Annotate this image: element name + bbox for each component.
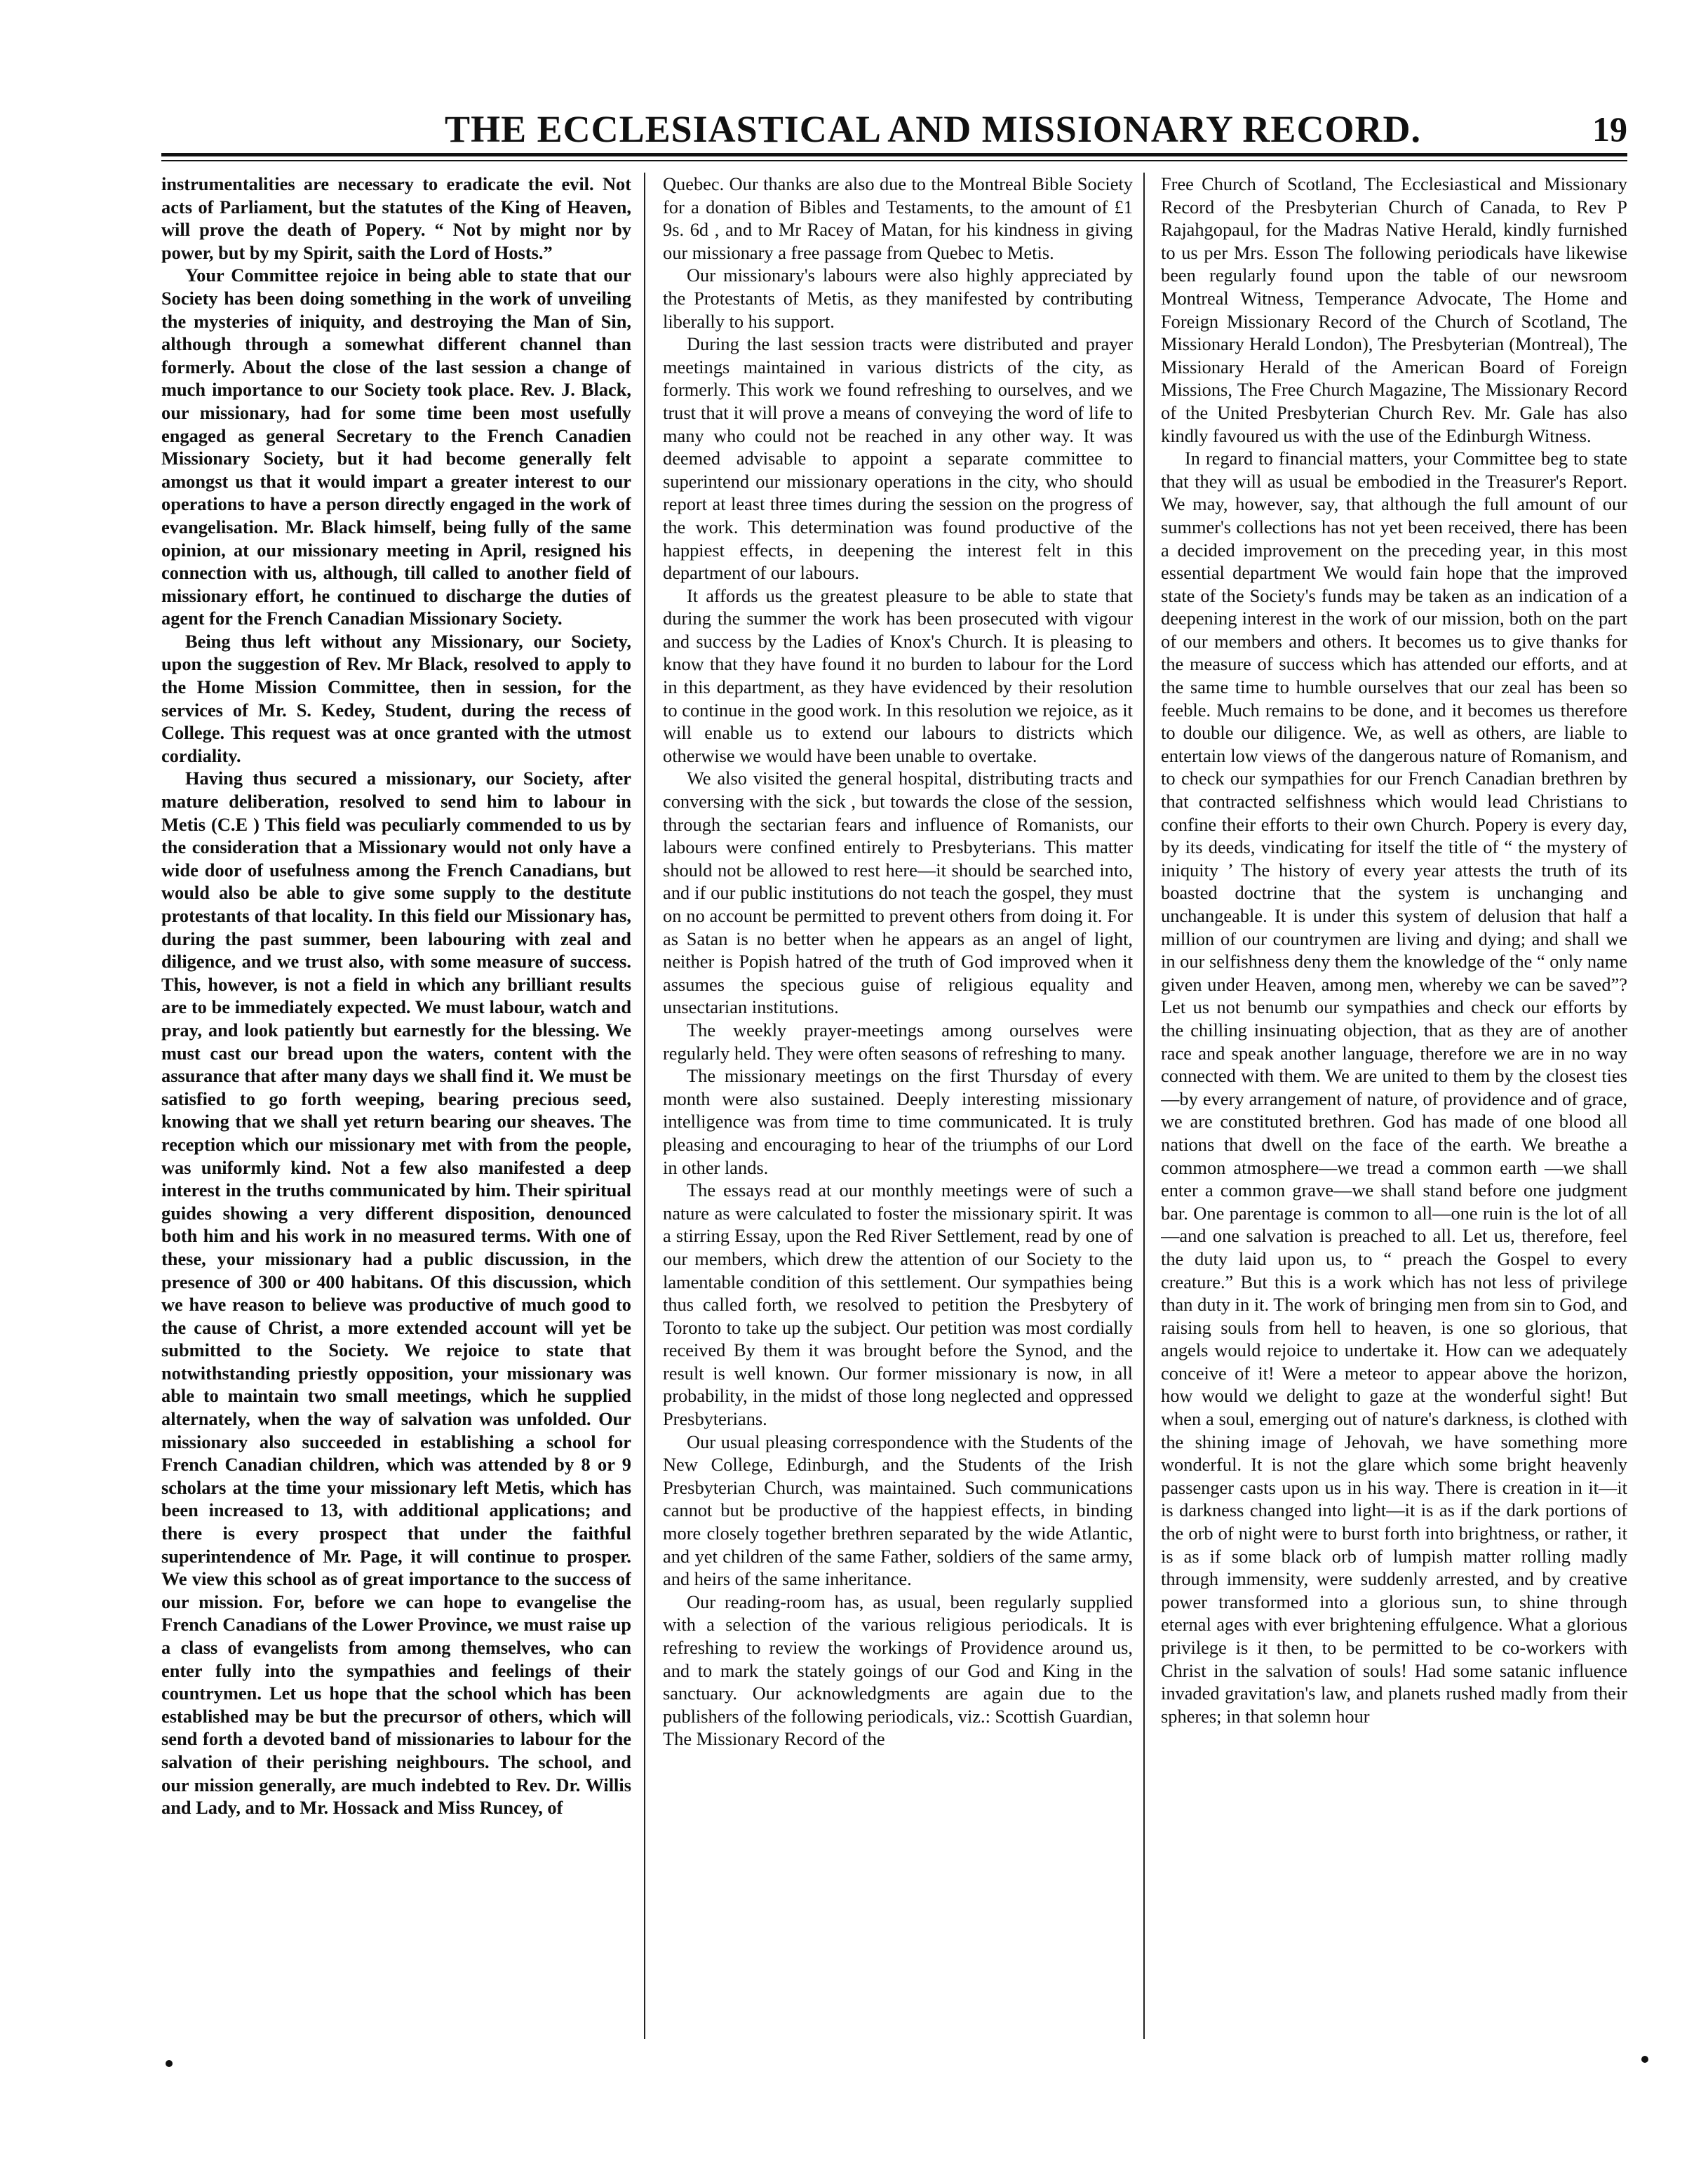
paragraph: Our usual pleasing correspondence with the Students of the New College, Edinburgh, and the Students of the Irish Presbyterian Church, was maintained. Such communications cannot but be productive of the happiest effects, in binding more closely together brethren separated by the wide Atlantic, and yet children of the same Father, soldiers of the same army, and heirs of the same inheritance. [663, 1431, 1133, 1590]
header-rule-thin [161, 160, 1627, 161]
paragraph: Having thus secured a missionary, our Society, after mature deliberation, resolved to send him to labour in Metis (C.E ) This field was peculiarly commended to us by the consideration that a Missionary would not only have a wide door of usefulness among the French Canadians, but would also be able to give some supply to the destitute protestants of that locality. In this field our Missionary has, during the past summer, been labouring with zeal and diligence, and we trust also, with some measure of success. This, however, is not a field in which any brilliant results are to be immediately expected. We must labour, watch and pray, and look patiently but earnestly for the blessing. We must cast our bread upon the waters, content with the assurance that after many days we shall find it. We must be satisfied to go forth weeping, bearing precious seed, knowing that we shall yet return bearing our sheaves. The reception which our missionary met with from the people, was uniformly kind. Not a few also manifested a deep interest in the truths communicated by him. Their spiritual guides showing a very different disposition, denounced both him and his work in no measured terms. With one of these, your missionary had a public discussion, in the presence of 300 or 400 habitans. Of this discussion, which we have reason to believe was productive of much good to the cause of Christ, a more extended account will yet be submitted to the Society. We rejoice to state that notwithstanding priestly opposition, your missionary was able to maintain two small meetings, which he supplied alternately, when the way of salvation was unfolded. Our missionary also succeeded in establishing a school for French Canadian children, which was attended by 8 or 9 scholars at the time your missionary left Metis, which has been increased to 13, with additional applications; and there is every prospect that under the faithful superintendence of Mr. Page, it will continue to prosper. We view this school as of great importance to the success of our mission. For, before we can hope to evangelise the French Canadians of the Lower Province, we must raise up a class of evangelists from among themselves, who can enter fully into the sympathies and feelings of their countrymen. Let us hope that the school which has been established may be but the precursor of others, which will send forth a devoted band of missionaries to labour for the salvation of their perishing neighbours. The school, and our mission generally, are much indebted to Rev. Dr. Willis and Lady, and to Mr. Hossack and Miss Runcey, of [161, 768, 631, 1819]
paragraph: During the last session tracts were distributed and prayer meetings maintained in various districts of the city, as formerly. This work we found refreshing to ourselves, and we trust that it will prove a means of conveying the word of life to many who could not be reached in any other way. It was deemed advisable to appoint a separate committee to superintend our missionary operations in the city, who should report at least three times during the session on the progress of the work. This determination was found productive of the happiest effects, in deepening the interest felt in this department of our labours. [663, 333, 1133, 584]
paragraph: The missionary meetings on the first Thursday of every month were also sustained. Deeply interesting missionary intelligence was from time to time communicated. It is truly pleasing and encouraging to hear of the triumphs of our Lord in other lands. [663, 1065, 1133, 1178]
paragraph: Being thus left without any Missionary, our Society, upon the suggestion of Rev. Mr Black, resolved to apply to the Home Mission Committee, then in session, for the services of Mr. S. Kedey, Student, during the recess of College. This request was at once granted with the utmost cordiality. [161, 630, 631, 766]
paragraph: Quebec. Our thanks are also due to the Montreal Bible Society for a donation of Bibles and Testaments, to the amount of £1 9s. 6d , and to Mr Racey of Matan, for his kindness in giving our missionary a free passage from Quebec to Metis. [663, 173, 1133, 263]
paragraph: instrumentalities are necessary to eradicate the evil. Not acts of Parliament, but the statutes of the King of Heaven, will prove the death of Popery. “ Not by might nor by power, but by my Spirit, saith the Lord of Hosts.” [161, 173, 631, 263]
column-3 [1161, 173, 1627, 2039]
paragraph: The essays read at our monthly meetings were of such a nature as were calculated to foster the missionary spirit. It was a stirring Essay, upon the Red River Settlement, read by one of our members, which drew the attention of our Society to the lamentable condition of this settlement. Our sympathies being thus called forth, we resolved to petition the Presbytery of Toronto to take up the subject. Our petition was most cordially received By them it was brought before the Synod, and the result is well known. Our former missionary is now, in all probability, in the midst of those long neglected and oppressed Presbyterians. [663, 1179, 1133, 1430]
column-2 [663, 173, 1133, 2039]
page-number: 19 [1592, 109, 1627, 149]
paragraph: Our reading-room has, as usual, been regularly supplied with a selection of the various religious periodicals. It is refreshing to review the workings of Providence around us, and to mark the stately goings of our God and King in the sanctuary. Our acknowledgments are again due to the publishers of the following periodicals, viz.: Scottish Guardian, The Missionary Record of the [663, 1591, 1133, 1750]
ink-speck [1641, 2056, 1648, 2063]
column-divider [644, 173, 645, 2039]
column-1 [161, 173, 631, 2039]
paragraph: We also visited the general hospital, distributing tracts and conversing with the sick , but towards the close of the session, through the sectarian fears and influence of Romanists, our labours were confined entirely to Presbyterians. This matter should not be allowed to rest here—it should be searched into, and if our public institutions do not teach the gospel, they must on no account be permitted to prevent others from doing it. For as Satan is no better when he appears as an angel of light, neither is Popish hatred of the truth of God improved when it assumes the specious guise of religious equality and unsectarian institutions. [663, 768, 1133, 1018]
running-head [168, 104, 1627, 154]
ink-speck [166, 2060, 173, 2067]
paragraph: Our missionary's labours were also highly appreciated by the Protestants of Metis, as they manifested by contributing liberally to his support. [663, 265, 1133, 332]
paragraph: In regard to financial matters, your Committee beg to state that they will as usual be embodied in the Treasurer's Report. We may, however, say, that although the full amount of our summer's collections has not yet been received, there has been a decided improvement on the preceding year, in this most essential department We would fain hope that the improved state of the Society's funds may be taken as an indication of a deepening interest in the work of our mission, both on the part of our members and others. It becomes us to give thanks for the measure of success which has attended our efforts, and at the same time to humble ourselves that our zeal has been so feeble. Much remains to be done, and it becomes us therefore to double our diligence. We, as well as others, are liable to entertain low views of the dangerous nature of Romanism, and to check our sympathies for our French Canadian brethren by that contracted selfishness which would lead Christians to confine their efforts to their own Church. Popery is every day, by its deeds, vindicating for itself the title of “ the mystery of iniquity ’ The history of every year attests the truth of its boasted doctrine that the system is unchanging and unchangeable. It is under this system of delusion that half a million of our countrymen are living and dying; and shall we in our selfishness deny them the knowledge of the “ only name given under Heaven, among men, whereby we can be saved”? Let us not benumb our sympathies and check our efforts by the chilling insinuating objection, that as they are of another race and speak another language, therefore we are in no way connected with them. We are united to them by the closest ties—by every arrangement of nature, of providence and of grace, we are constituted brethren. God has made of one blood all nations that dwell on the face of the earth. We breathe a common atmosphere—we tread a common earth —we shall enter a common grave—we shall stand before one judgment bar. One parentage is common to all—one ruin is the lot of all—and one salvation is preached to all. Let us, therefore, feel the duty laid upon us, to “ preach the Gospel to every creature.” But this is a work which has not less of privilege than duty in it. The work of bringing men from sin to God, and raising souls from hell to heaven, is one so glorious, that angels would rejoice to undertake it. How can we adequately conceive of it! Were a meteor to appear above the horizon, how would we delight to gaze at the wonderful sight! But when a soul, emerging out of nature's darkness, is clothed with the shining image of Jehovah, we have something more wonderful. It is not the glare which some bright heavenly passenger casts upon us in his way. There is creation in it—it is darkness changed into light—it is as if the dark portions of the orb of night were to burst forth into brightness, or rather, it is as if some black orb of lumpish matter rolling madly through immensity, were suddenly arrested, and by creative power transformed into a glorious sun, to shine through eternal ages with ever brightening effulgence. What a glorious privilege is it then, to be permitted to be co-workers with Christ in the salvation of souls! Had some satanic influence invaded gravitation's law, and planets rushed madly from their spheres; in that solemn hour [1161, 448, 1627, 1727]
paragraph: Your Committee rejoice in being able to state that our Society has been doing something in the work of unveiling the mysteries of iniquity, and destroying the Man of Sin, although through a somewhat different channel than formerly. About the close of the last session a change of much importance to our Society took place. Rev. J. Black, our missionary, had for some time been most usefully engaged as general Secretary to the French Canadien Missionary Society, but it had become generally felt amongst us that it would impart a greater interest to our operations to have a person directly engaged in the work of evangelisation. Mr. Black himself, being fully of the same opinion, at our missionary meeting in April, resigned his connection with us, although, till called to another field of missionary effort, he continued to discharge the duties of agent for the French Canadian Missionary Society. [161, 265, 631, 629]
column-divider [1143, 173, 1145, 2039]
paragraph: Free Church of Scotland, The Ecclesiastical and Missionary Record of the Presbyterian Church of Canada, to Rev P Rajahgopaul, for the Madras Native Herald, kindly furnished to us per Mrs. Esson The following periodicals have likewise been regularly found upon the table of our newsroom Montreal Witness, Temperance Advocate, The Home and Foreign Missionary Record of the Church of Scotland, The Missionary Herald London), The Presbyterian (Montreal), The Missionary Herald of the American Board of Foreign Missions, The Free Church Magazine, The Missionary Record of the United Presbyterian Church Rev. Mr. Gale has also kindly favoured us with the use of the Edinburgh Witness. [1161, 173, 1627, 446]
paragraph: The weekly prayer-meetings among ourselves were regularly held. They were often seasons of refreshing to many. [663, 1019, 1133, 1064]
running-title: THE ECCLESIASTICAL AND MISSIONARY RECORD. [445, 108, 1421, 150]
paragraph: It affords us the greatest pleasure to be able to state that during the summer the work has been prosecuted with vigour and success by the Ladies of Knox's Church. It is pleasing to know that they have found it no burden to labour for the Lord in this department, as they have evidenced by their resolution to continue in the good work. In this resolution we rejoice, as it will enable us to extend our labours to districts which otherwise we would have been unable to overtake. [663, 584, 1133, 766]
header-rule [161, 153, 1627, 156]
